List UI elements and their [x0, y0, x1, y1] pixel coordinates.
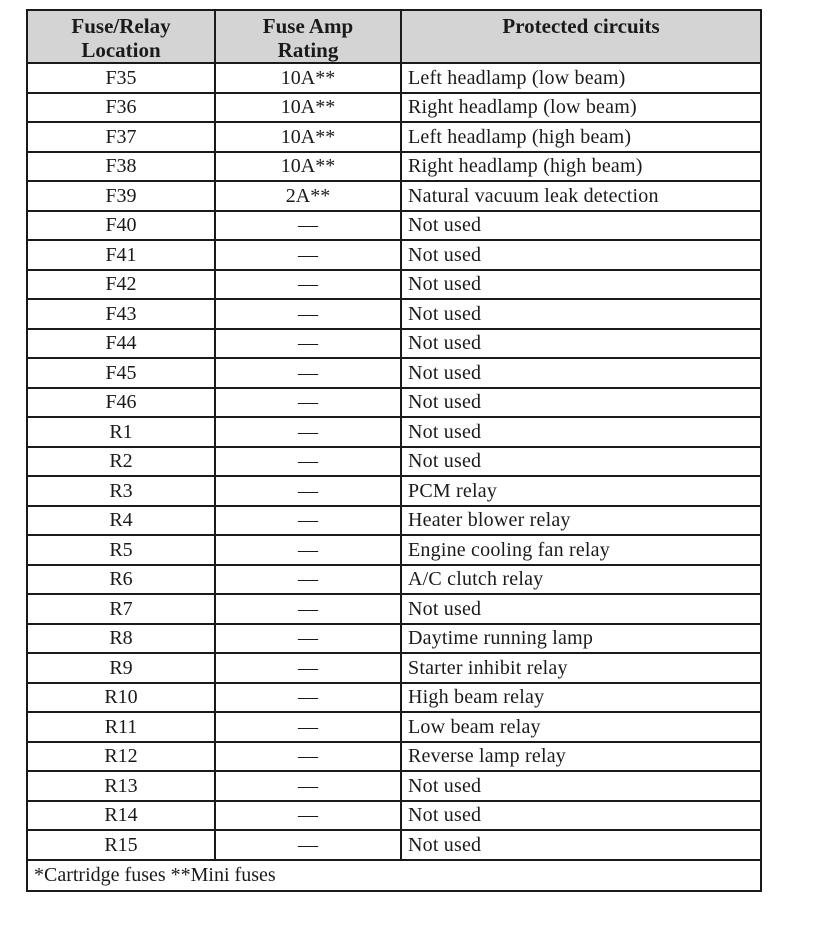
- cell-protected-circuit: Engine cooling fan relay: [401, 535, 761, 565]
- cell-amp-rating: —: [215, 830, 401, 860]
- table-row: [27, 594, 761, 624]
- table-row: [27, 447, 761, 477]
- cell-amp-rating: —: [215, 712, 401, 742]
- cell-amp-rating: —: [215, 594, 401, 624]
- cell-protected-circuit: Not used: [401, 299, 761, 329]
- cell-amp-rating: —: [215, 447, 401, 477]
- cell-location: R5: [27, 535, 215, 565]
- cell-amp-rating: —: [215, 771, 401, 801]
- cell-location: R8: [27, 624, 215, 654]
- cell-location: F38: [27, 152, 215, 182]
- cell-amp-rating: —: [215, 683, 401, 713]
- table-row: [27, 742, 761, 772]
- cell-amp-rating: —: [215, 358, 401, 388]
- header-circuits-line1: Protected circuits: [502, 14, 660, 38]
- fuse-relay-table: [26, 9, 762, 892]
- cell-protected-circuit: Right headlamp (high beam): [401, 152, 761, 182]
- cell-protected-circuit: Low beam relay: [401, 712, 761, 742]
- table-row: [27, 565, 761, 595]
- cell-amp-rating: —: [215, 476, 401, 506]
- footnote: *Cartridge fuses **Mini fuses: [27, 860, 761, 891]
- cell-amp-rating: 10A**: [215, 63, 401, 93]
- cell-location: R7: [27, 594, 215, 624]
- cell-location: F45: [27, 358, 215, 388]
- table-row: [27, 535, 761, 565]
- cell-amp-rating: —: [215, 653, 401, 683]
- header-location-line2: Location: [81, 38, 161, 62]
- cell-protected-circuit: Heater blower relay: [401, 506, 761, 536]
- table-header-row: [27, 10, 761, 63]
- table-row: [27, 653, 761, 683]
- cell-amp-rating: —: [215, 211, 401, 241]
- cell-protected-circuit: A/C clutch relay: [401, 565, 761, 595]
- cell-protected-circuit: Not used: [401, 417, 761, 447]
- cell-protected-circuit: Not used: [401, 270, 761, 300]
- cell-protected-circuit: PCM relay: [401, 476, 761, 506]
- table-row: [27, 211, 761, 241]
- cell-amp-rating: —: [215, 329, 401, 359]
- table-row: [27, 122, 761, 152]
- table-row: [27, 624, 761, 654]
- cell-protected-circuit: Not used: [401, 830, 761, 860]
- table-row: [27, 476, 761, 506]
- cell-amp-rating: —: [215, 240, 401, 270]
- cell-location: F41: [27, 240, 215, 270]
- header-location: [27, 10, 215, 63]
- cell-location: R4: [27, 506, 215, 536]
- cell-location: R11: [27, 712, 215, 742]
- header-amp-line2: Rating: [277, 38, 339, 62]
- cell-location: F40: [27, 211, 215, 241]
- cell-location: R14: [27, 801, 215, 831]
- cell-amp-rating: —: [215, 417, 401, 447]
- cell-amp-rating: 2A**: [215, 181, 401, 211]
- cell-protected-circuit: Starter inhibit relay: [401, 653, 761, 683]
- cell-location: F36: [27, 93, 215, 123]
- table-row: [27, 181, 761, 211]
- cell-protected-circuit: Left headlamp (low beam): [401, 63, 761, 93]
- table-body: [27, 63, 761, 860]
- table-row: [27, 417, 761, 447]
- cell-amp-rating: 10A**: [215, 122, 401, 152]
- cell-protected-circuit: Not used: [401, 594, 761, 624]
- cell-location: R2: [27, 447, 215, 477]
- table-row: [27, 329, 761, 359]
- cell-location: R9: [27, 653, 215, 683]
- table-row: [27, 683, 761, 713]
- table-row: [27, 358, 761, 388]
- table-row: [27, 506, 761, 536]
- cell-protected-circuit: Daytime running lamp: [401, 624, 761, 654]
- cell-protected-circuit: High beam relay: [401, 683, 761, 713]
- cell-amp-rating: —: [215, 742, 401, 772]
- cell-protected-circuit: Right headlamp (low beam): [401, 93, 761, 123]
- cell-protected-circuit: Not used: [401, 358, 761, 388]
- cell-amp-rating: —: [215, 535, 401, 565]
- cell-protected-circuit: Left headlamp (high beam): [401, 122, 761, 152]
- table-row: [27, 63, 761, 93]
- cell-location: R10: [27, 683, 215, 713]
- cell-protected-circuit: Reverse lamp relay: [401, 742, 761, 772]
- table-row: [27, 240, 761, 270]
- cell-amp-rating: —: [215, 270, 401, 300]
- cell-protected-circuit: Not used: [401, 388, 761, 418]
- cell-amp-rating: —: [215, 624, 401, 654]
- cell-location: F37: [27, 122, 215, 152]
- cell-amp-rating: —: [215, 299, 401, 329]
- cell-amp-rating: —: [215, 506, 401, 536]
- cell-protected-circuit: Not used: [401, 211, 761, 241]
- footnote-row: [27, 860, 761, 891]
- cell-amp-rating: —: [215, 565, 401, 595]
- header-protected-circuits: [401, 10, 761, 63]
- table-row: [27, 299, 761, 329]
- cell-protected-circuit: Not used: [401, 240, 761, 270]
- cell-location: F35: [27, 63, 215, 93]
- cell-location: F46: [27, 388, 215, 418]
- table-row: [27, 152, 761, 182]
- cell-location: F39: [27, 181, 215, 211]
- cell-location: F43: [27, 299, 215, 329]
- table-row: [27, 270, 761, 300]
- table-row: [27, 801, 761, 831]
- table-row: [27, 388, 761, 418]
- cell-location: R6: [27, 565, 215, 595]
- cell-amp-rating: —: [215, 388, 401, 418]
- cell-protected-circuit: Not used: [401, 801, 761, 831]
- cell-amp-rating: 10A**: [215, 93, 401, 123]
- cell-location: R12: [27, 742, 215, 772]
- table-row: [27, 93, 761, 123]
- header-amp-line1: Fuse Amp: [262, 14, 354, 38]
- cell-protected-circuit: Natural vacuum leak detection: [401, 181, 761, 211]
- table-row: [27, 771, 761, 801]
- header-location-line1: Fuse/Relay: [71, 14, 171, 38]
- cell-amp-rating: 10A**: [215, 152, 401, 182]
- table-row: [27, 712, 761, 742]
- table-row: [27, 830, 761, 860]
- cell-amp-rating: —: [215, 801, 401, 831]
- cell-protected-circuit: Not used: [401, 771, 761, 801]
- header-amp-rating: [215, 10, 401, 63]
- cell-location: F44: [27, 329, 215, 359]
- cell-location: F42: [27, 270, 215, 300]
- cell-location: R3: [27, 476, 215, 506]
- cell-location: R13: [27, 771, 215, 801]
- cell-protected-circuit: Not used: [401, 329, 761, 359]
- cell-protected-circuit: Not used: [401, 447, 761, 477]
- cell-location: R15: [27, 830, 215, 860]
- cell-location: R1: [27, 417, 215, 447]
